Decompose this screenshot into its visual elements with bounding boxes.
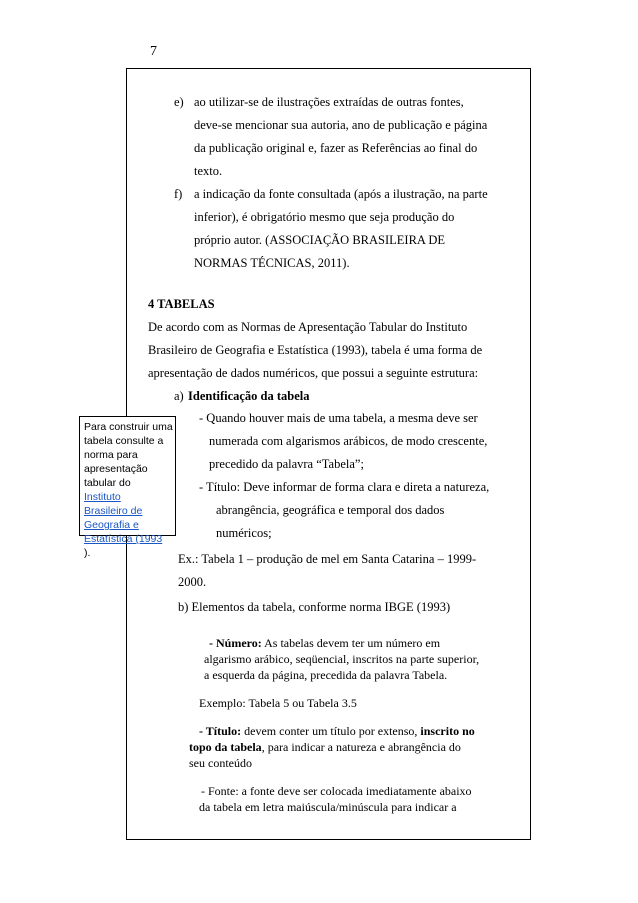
section-heading: 4 TABELAS (148, 297, 215, 311)
titulo-line2-rest: , para indicar a natureza e abrangência do (261, 740, 461, 754)
numero-label: - Número: (209, 636, 262, 650)
intro-line-3: apresentação de dados numéricos, que possui a seguinte estrutura: (148, 366, 479, 380)
dash2-line-2: abrangência, geográfica e temporal dos dados (216, 503, 445, 517)
titulo-line2-bold: topo da tabela (189, 740, 262, 754)
item-f-line-1: a indicação da fonte consultada (após a ilustração, na parte (194, 187, 488, 201)
numero-line-3: a esquerda da página, precedida da palavra Tabela. (204, 668, 448, 682)
fonte-line-2: da tabela em letra maiúscula/minúscula para indicar a (199, 800, 457, 814)
item-e-line-3: da publicação original e, fazer as Referências ao final do (194, 141, 478, 155)
side-note-box (79, 416, 176, 559)
dash1-line-1: - Quando houver mais de uma tabela, a mesma deve ser (199, 411, 478, 425)
numero-line-1 (209, 636, 440, 651)
titulo-rest: devem conter um título por extenso, (241, 724, 418, 738)
dash1-line-3: precedido da palavra “Tabela”; (209, 457, 364, 471)
note-line-5 (84, 476, 171, 504)
item-f-line-2: inferior), é obrigatório mesmo que seja produção do (194, 210, 455, 224)
titulo-line-1 (199, 724, 475, 739)
list-marker-f: f) (174, 187, 183, 201)
note-line-1: Para construir uma (84, 421, 173, 433)
intro-line-2: Brasileiro de Geografia e Estatística (1993), tabela é uma forma de (148, 343, 483, 357)
titulo-label: - Título: (199, 724, 242, 738)
item-e-line-2: deve-se mencionar sua autoria, ano de publicação e página (194, 118, 488, 132)
dash1-line-2: numerada com algarismos arábicos, de modo crescente, (209, 434, 488, 448)
intro-line-1: De acordo com as Normas de Apresentação Tabular do Instituto (148, 320, 468, 334)
note-line-8-end: ). (84, 547, 91, 559)
item-f-line-4: NORMAS TÉCNICAS, 2011). (194, 256, 350, 270)
ibge-link-4[interactable]: Estatística (1993 (84, 533, 163, 545)
item-a-title: Identificação da tabela (188, 389, 310, 403)
note-line-6 (84, 504, 171, 518)
item-e-line-1: ao utilizar-se de ilustrações extraídas de outras fontes, (194, 95, 464, 109)
example-line-2: 2000. (178, 575, 207, 589)
item-a-marker: a) (174, 389, 184, 403)
dash2-line-1: - Título: Deve informar de forma clara e direta a natureza, (199, 480, 490, 494)
note-line-2: tabela consulte a (84, 435, 164, 447)
titulo-line-3: seu conteúdo (189, 756, 252, 770)
ibge-link-1[interactable]: Instituto (84, 491, 121, 503)
dash2-line-3: numéricos; (216, 526, 272, 540)
numero-rest: As tabelas devem ter um número em (261, 636, 441, 650)
item-f-line-3: próprio autor. (ASSOCIAÇÃO BRASILEIRA DE (194, 233, 446, 247)
numero-line-2: algarismo arábico, seqüencial, inscritos na parte superior, (204, 652, 480, 666)
note-line-7 (84, 518, 171, 532)
note-line-8 (84, 532, 171, 560)
ibge-link-3[interactable]: Geografia e (84, 519, 139, 531)
titulo-bold-end: inscrito no (417, 724, 475, 738)
item-b: b) Elementos da tabela, conforme norma IBGE (1993) (178, 600, 451, 614)
note-line-5-text: tabular do (84, 477, 131, 489)
item-e-line-4: texto. (194, 164, 223, 178)
example-line-1: Ex.: Tabela 1 – produção de mel em Santa Catarina – 1999- (178, 552, 477, 566)
note-line-4: apresentação (84, 463, 148, 475)
titulo-line-2 (189, 740, 461, 755)
list-marker-e: e) (174, 95, 184, 109)
fonte-line-1: - Fonte: a fonte deve ser colocada imediatamente abaixo (201, 784, 472, 798)
exemplo-line: Exemplo: Tabela 5 ou Tabela 3.5 (199, 696, 357, 710)
note-line-3: norma para (84, 449, 138, 461)
ibge-link-2[interactable]: Brasileiro de (84, 505, 143, 517)
page-number: 7 (150, 44, 157, 59)
